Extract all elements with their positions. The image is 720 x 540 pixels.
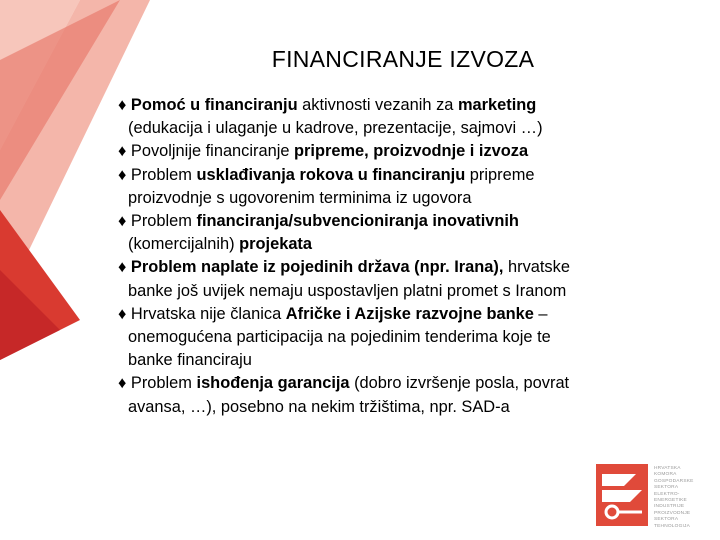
list-item — [118, 164, 698, 210]
text-segment: marketing — [457, 96, 537, 114]
list-item-line — [118, 396, 698, 419]
text-segment: Pomoć u financiranju — [130, 96, 298, 114]
text-segment: (komercijalnih) — [128, 235, 240, 254]
list-item-line — [118, 210, 698, 233]
text-segment: – — [533, 304, 548, 323]
text-segment: ♦ Problem — [118, 165, 197, 184]
logo-text-line: KOMORA — [654, 472, 677, 478]
text-segment: banke financiraju — [128, 351, 252, 370]
page-title: FINANCIRANJE IZVOZA — [271, 46, 535, 72]
list-item-line — [118, 94, 698, 117]
list-item-line — [118, 233, 698, 256]
text-segment: ♦ — [118, 96, 131, 114]
text-segment: proizvodnje s ugovorenim terminima iz ugovora — [128, 188, 472, 207]
text-segment: (edukacija i ulaganje u kadrove, prezentacije, sajmovi …) — [128, 119, 543, 138]
text-segment: Afričke i Azijske razvojne banke — [285, 304, 534, 323]
list-item-line — [118, 280, 698, 303]
logo-text-line: GOSPODARSKE — [654, 478, 694, 484]
text-segment: pripreme — [465, 165, 535, 184]
list-item-line — [118, 140, 698, 163]
text-segment: hrvatske — [503, 258, 570, 277]
text-segment: ishođenja garancija — [196, 374, 350, 393]
list-item-line — [118, 326, 698, 349]
logo-text-line: ELEKTRO- — [654, 491, 680, 497]
list-item-line — [118, 256, 698, 279]
text-segment: ♦ Povoljnije financiranje — [118, 142, 295, 161]
text-segment: ♦ Problem — [118, 212, 197, 231]
logo-text-line: SEKTORA — [654, 517, 679, 523]
text-segment: avansa, …), posebno na nekim tržištima, npr. SAD-a — [128, 397, 510, 416]
text-segment: ♦ Hrvatska nije članica — [118, 304, 286, 323]
list-item — [118, 94, 698, 140]
logo-text-line: ENERGETIKE — [654, 498, 687, 504]
text-segment: projekata — [239, 235, 313, 254]
text-segment: banke još uvijek nemaju uspostavljen platni promet s Iranom — [128, 281, 567, 300]
logo-text-line: PROIZVODNJE — [654, 510, 691, 516]
list-item-line — [118, 303, 698, 326]
logo-text-line: HRVATSKA — [654, 466, 681, 471]
logo-text — [654, 466, 698, 530]
list-item — [118, 210, 698, 256]
text-segment: pripreme, proizvodnje i izvoza — [294, 142, 529, 161]
bullet-list — [118, 94, 698, 419]
text-segment: ♦ Problem — [118, 374, 197, 393]
logo-text-line: TEHNOLOGIJA — [654, 523, 691, 529]
text-segment: aktivnosti vezanih za — [297, 96, 458, 114]
text-segment: onemogućena participacija na pojedinim tenderima koje te — [128, 328, 551, 347]
list-item — [118, 372, 698, 418]
text-segment: (dobro izvršenje posla, povrat — [349, 374, 570, 393]
text-segment: financiranja/subvencioniranja inovativnih — [196, 212, 519, 231]
text-segment: Problem naplate iz pojedinih država (npr. Irana), — [130, 258, 504, 277]
list-item — [118, 140, 698, 163]
list-item-line — [118, 117, 698, 140]
logo-text-line: INDUSTRIJE — [654, 504, 685, 510]
list-item — [118, 256, 698, 302]
list-item — [118, 303, 698, 373]
list-item-line — [118, 187, 698, 210]
text-segment: ♦ — [118, 258, 131, 277]
logo-text-line: SEKTORA — [654, 485, 679, 491]
text-segment: usklađivanja rokova u financiranju — [196, 165, 466, 184]
list-item-line — [118, 164, 698, 187]
list-item-line — [118, 349, 698, 372]
list-item-line — [118, 372, 698, 395]
